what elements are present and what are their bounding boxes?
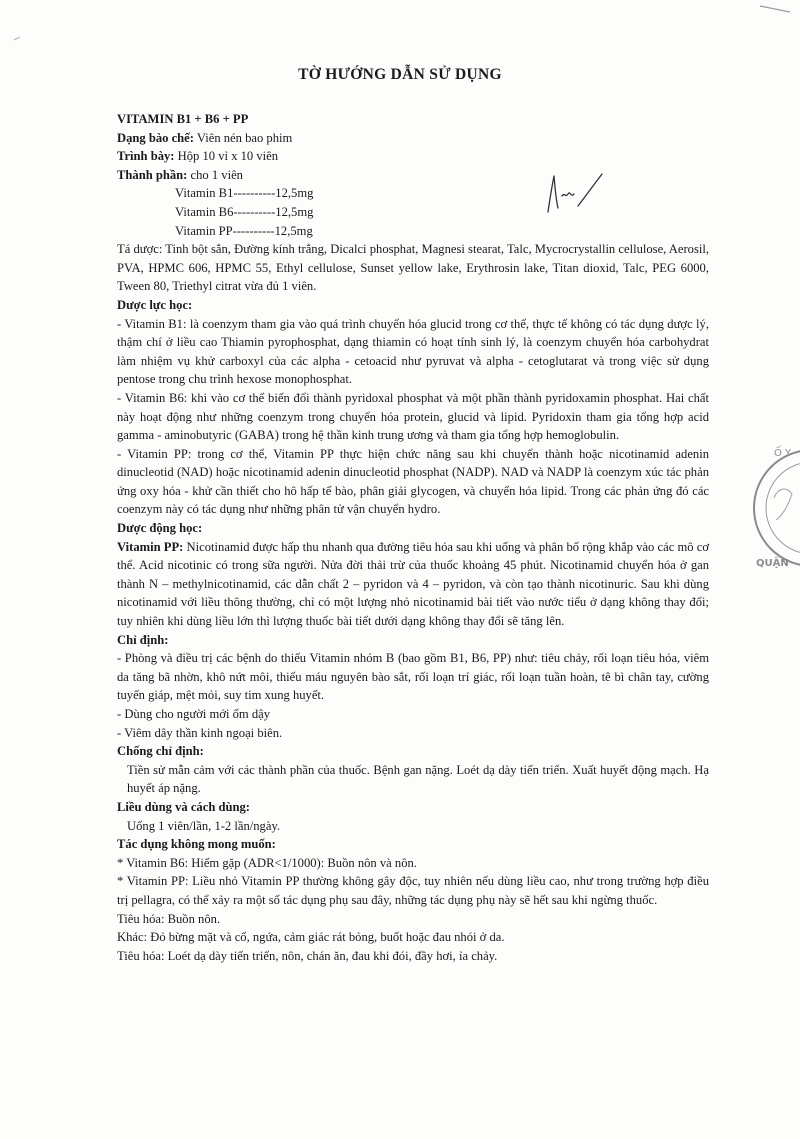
pharmacokinetics-text: Nicotinamid được hấp thu nhanh qua đường tiêu hóa sau khi uống và phân bố rộng khắp vào các mô cơ thể. Acid nicotinic có trong sữa người. Nửa đời thải trừ của thuốc khoảng 45 phút. Nicotinamid chuyển hóa ở gan thành N – methylnicotinamid, các dẫn chất 2 – pyridon và 4 – pyridon, và còn tạo thành nicotinuric. Sau khi dùng nicotinamid với liều thông thường, chỉ có một lượng nhỏ nicotinamid bài tiết vào nước tiểu ở dạng không thay đổi; tuy nhiên khi dùng liều lớn thì lượng thuốc bài tiết dưới dạng không thay đổi sẽ tăng lên.	[117, 539, 710, 629]
dosage-text: Uống 1 viên/lần, 1-2 lần/ngày.	[127, 818, 281, 833]
scan-corner-mark	[0, 0, 800, 60]
dosage-heading: Liều dùng và cách dùng:	[117, 799, 250, 814]
product-name: VITAMIN B1 + B6 + PP	[117, 112, 249, 126]
excipients-text: Tá dược: Tinh bột sắn, Đường kính trắng, Dicalci phosphat, Magnesi stearat, Talc, Mycrocrystallin cellulose, Aerosil, PVA, HPMC 606, HPMC 55, Ethyl cellulose, Sunset yellow lake, Erythrosin lake, Titan dioxid, Talc, PEG 6000, Tween 80, Triethyl citrat vừa đủ 1 viên.	[117, 242, 709, 294]
dosage-form-value: Viên nén bao phim	[193, 130, 293, 145]
composition-line	[117, 166, 709, 185]
dosage-form-line	[117, 129, 709, 148]
official-stamp	[752, 428, 800, 588]
indication-item: - Dùng cho người mới ốm dậy	[117, 707, 271, 721]
document-body	[117, 110, 709, 965]
side-effect-item: * Vitamin B6: Hiếm gặp (ADR<1/1000): Buồn nôn và nôn.	[117, 855, 417, 870]
pharmacodynamics-heading: Dược lực học:	[117, 297, 193, 312]
side-effect-item: Tiêu hóa: Buồn nôn.	[117, 911, 221, 926]
side-effect-item: Khác: Đỏ bừng mặt và cổ, ngứa, cảm giác rát bỏng, buốt hoặc đau nhói ở da.	[117, 930, 505, 945]
indication-item: - Viêm dây thần kinh ngoại biên.	[117, 725, 283, 740]
document-title: TỜ HƯỚNG DẪN SỬ DỤNG	[298, 66, 502, 83]
packaging-label: Trình bày:	[117, 149, 175, 164]
indications-heading: Chỉ định:	[117, 632, 169, 647]
pharmacokinetics-lead: Vitamin PP:	[117, 539, 184, 554]
contraindications-heading: Chống chỉ định:	[117, 744, 204, 759]
packaging-value: Hộp 10 vỉ x 10 viên	[174, 149, 279, 164]
pharmacodynamics-paragraph: - Vitamin B1: là coenzym tham gia vào quá trình chuyển hóa glucid trong cơ thể, thực tế không có tác dụng dược lý, thậm chí ở liều cao Thiamin pyrophosphat, dạng thiamin có hoạt tính sinh lý, là coenzym chuyển hóa carbohydrat làm nhiệm vụ khử carboxyl của các alpha - cetoacid như pyruvat và alpha - cetoglutarat và trong việc sử dụng pentose trong chu trình hexose monophosphat.	[117, 316, 709, 387]
dosage-form-label: Dạng bào chế:	[117, 130, 194, 145]
side-effect-item: * Vitamin PP: Liều nhỏ Vitamin PP thường không gây độc, tuy nhiên nếu dùng liều cao, như trong trường hợp điều trị pellagra, có thể xảy ra một số tác dụng phụ sau đây, những tác dụng phụ này sẽ hết sau khi ngừng thuốc.	[117, 874, 709, 907]
composition-item: Vitamin PP----------12,5mg	[175, 223, 313, 238]
composition-value: cho 1 viên	[187, 167, 243, 182]
side-effects-heading: Tác dụng không mong muốn:	[117, 837, 276, 852]
packaging-line	[117, 147, 709, 166]
contraindications-text: Tiền sử mẫn cảm với các thành phần của thuốc. Bệnh gan nặng. Loét dạ dày tiến triển. Xuất huyết động mạch. Hạ huyết áp nặng.	[127, 762, 709, 796]
pharmacokinetics-heading: Dược động học:	[117, 521, 203, 536]
composition-item: Vitamin B6----------12,5mg	[175, 204, 314, 219]
svg-text:QUẬN: QUẬN	[756, 558, 789, 569]
pharmacodynamics-paragraph: - Vitamin PP: trong cơ thể, Vitamin PP thực hiện chức năng sau khi chuyển thành hoặc nicotinamid adenin dinucleotid (NAD) hoặc nicotinamid adenin dinucleotid phosphat (NADP). NAD và NADP là coenzym xúc tác phản ứng oxy hóa - khử cần thiết cho hô hấp tế bào, phân giải glycogen, và chuyển hóa lipid. Trong các phản ứng đó các coenzym này có tác dụng như những phân tử vận chuyển hydro.	[117, 446, 709, 517]
pharmacodynamics-paragraph: - Vitamin B6: khi vào cơ thể biến đổi thành pyridoxal phosphat và một phần thành pyridoxamin phosphat. Hai chất này hoạt động như những coenzym trong chuyển hóa protein, glucid và lipid. Pyridoxin tham gia tổng hợp acid gamma - aminobutyric (GABA) trong hệ thần kinh trung ương và tham gia tổng hợp hemoglobulin.	[117, 390, 709, 443]
composition-label: Thành phần:	[117, 167, 188, 182]
svg-text:Ố Y: Ố Y	[774, 448, 792, 459]
pharmacokinetics-paragraph	[117, 538, 709, 631]
indication-item: - Phòng và điều trị các bệnh do thiếu Vitamin nhóm B (bao gồm B1, B6, PP) như: tiêu chảy, rối loạn tiêu hóa, viêm da tăng bã nhờn, khô nứt môi, thiếu máu nguyên bào sắt, rối loạn trí giác, rối loạn tuần hoàn, tê bì chân tay, cường tuyến giáp, mệt mỏi, suy tim xung huyết.	[117, 651, 709, 703]
side-effect-item: Tiêu hóa: Loét dạ dày tiến triển, nôn, chán ăn, đau khi đói, đầy hơi, ỉa chảy.	[117, 948, 498, 963]
composition-item: Vitamin B1----------12,5mg	[175, 186, 314, 201]
